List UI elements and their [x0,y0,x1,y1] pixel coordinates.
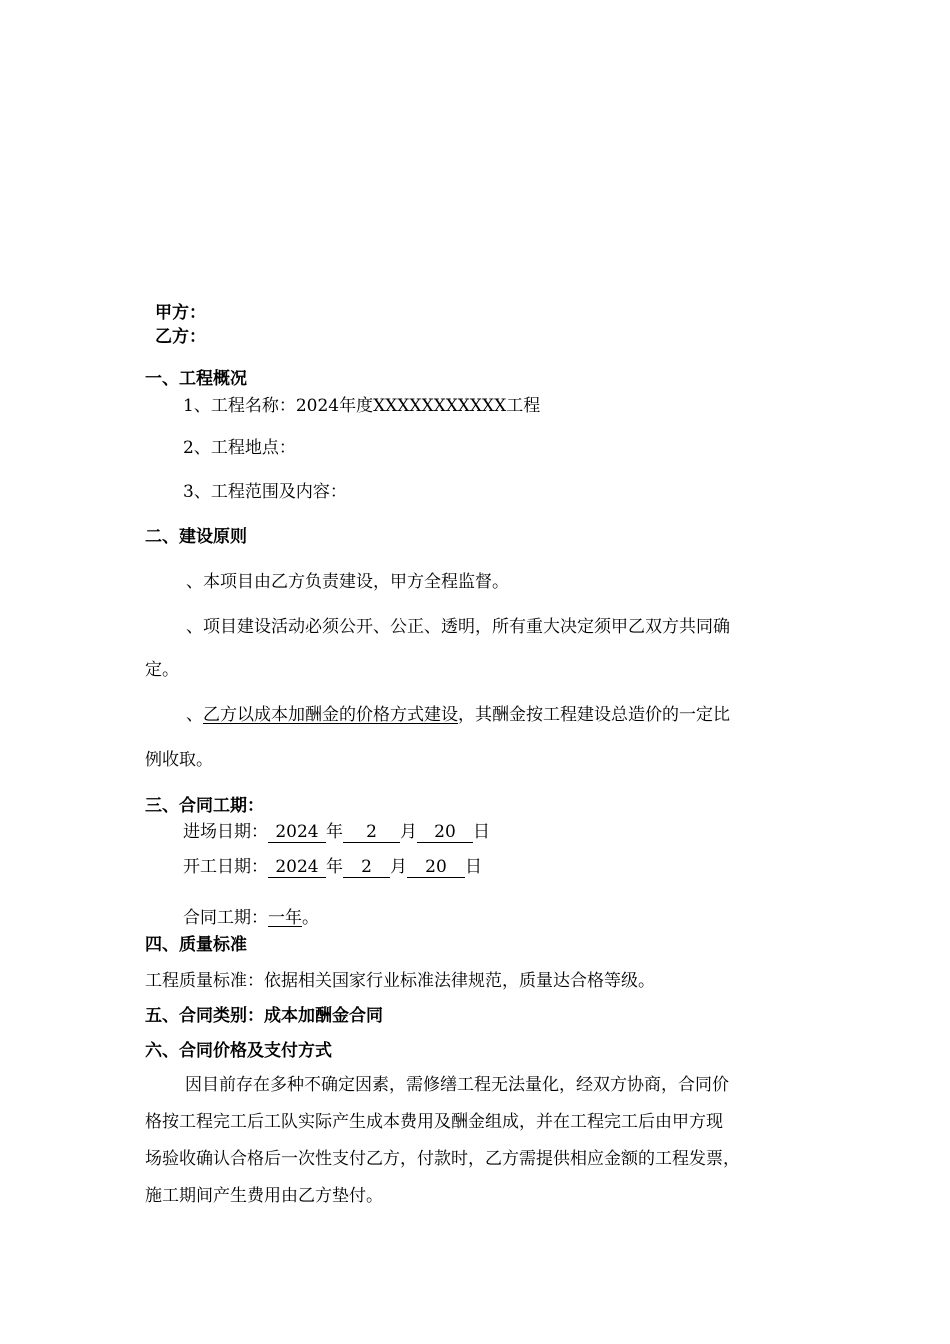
entry-year-field: 2024 [268,822,326,843]
contract-duration-row [183,907,319,929]
principle-2-line-2: 定。 [145,660,179,680]
entry-month-unit: 月 [400,822,417,842]
payment-line-2: 格按工程完工后工队实际产生成本费用及酬金组成，并在工程完工后由甲方现 [145,1112,723,1132]
start-day-unit: 日 [465,857,482,877]
section-3-heading: 三、合同工期： [145,796,264,816]
entry-date-label: 进场日期： [183,822,268,842]
start-year-field: 2024 [268,857,326,878]
section-4-heading: 四、质量标准 [145,935,247,955]
entry-date-row [183,821,490,843]
payment-line-1: 因目前存在多种不确定因素，需修缮工程无法量化，经双方协商，合同价 [185,1075,729,1095]
duration-end: 。 [302,908,319,928]
start-date-label: 开工日期： [183,857,268,877]
section-2-heading: 二、建设原则 [145,527,247,547]
party-b-label: 乙方： [155,327,206,347]
entry-day-field: 20 [417,822,473,843]
start-day-field: 20 [407,857,465,878]
project-scope: 3、工程范围及内容： [183,482,347,502]
payment-line-4: 施工期间产生费用由乙方垫付。 [145,1186,383,1206]
principle-3-line-1 [186,704,730,726]
duration-value: 一年 [268,908,302,928]
party-a-label: 甲方： [155,303,206,323]
entry-month-field: 2 [343,822,400,843]
section-1-heading: 一、工程概况 [145,369,247,389]
principle-2-line-1: 、项目建设活动必须公开、公正、透明，所有重大决定须甲乙双方共同确 [186,617,730,637]
principle-3-line-2: 例收取。 [145,750,213,770]
start-date-row [183,856,482,878]
quality-standard-text: 工程质量标准：依据相关国家行业标准法律规范，质量达合格等级。 [145,971,655,991]
project-location: 2、工程地点： [183,438,296,458]
section-5-heading: 五、合同类别：成本加酬金合同 [145,1006,383,1026]
start-month-unit: 月 [390,857,407,877]
start-year-unit: 年 [326,857,343,877]
principle-3-underlined: 乙方以成本加酬金的价格方式建设 [203,705,458,725]
project-name: 1、工程名称：2024年度XXXXXXXXXXX工程 [183,396,541,416]
duration-label: 合同工期： [183,908,268,928]
principle-1: 、本项目由乙方负责建设，甲方全程监督。 [186,572,509,592]
start-month-field: 2 [343,857,390,878]
payment-line-3: 场验收确认合格后一次性支付乙方，付款时，乙方需提供相应金额的工程发票， [145,1149,740,1169]
entry-day-unit: 日 [473,822,490,842]
section-6-heading: 六、合同价格及支付方式 [145,1041,332,1061]
principle-3-rest: ，其酬金按工程建设总造价的一定比 [458,705,730,725]
entry-year-unit: 年 [326,822,343,842]
principle-3-prefix: 、 [186,705,203,725]
